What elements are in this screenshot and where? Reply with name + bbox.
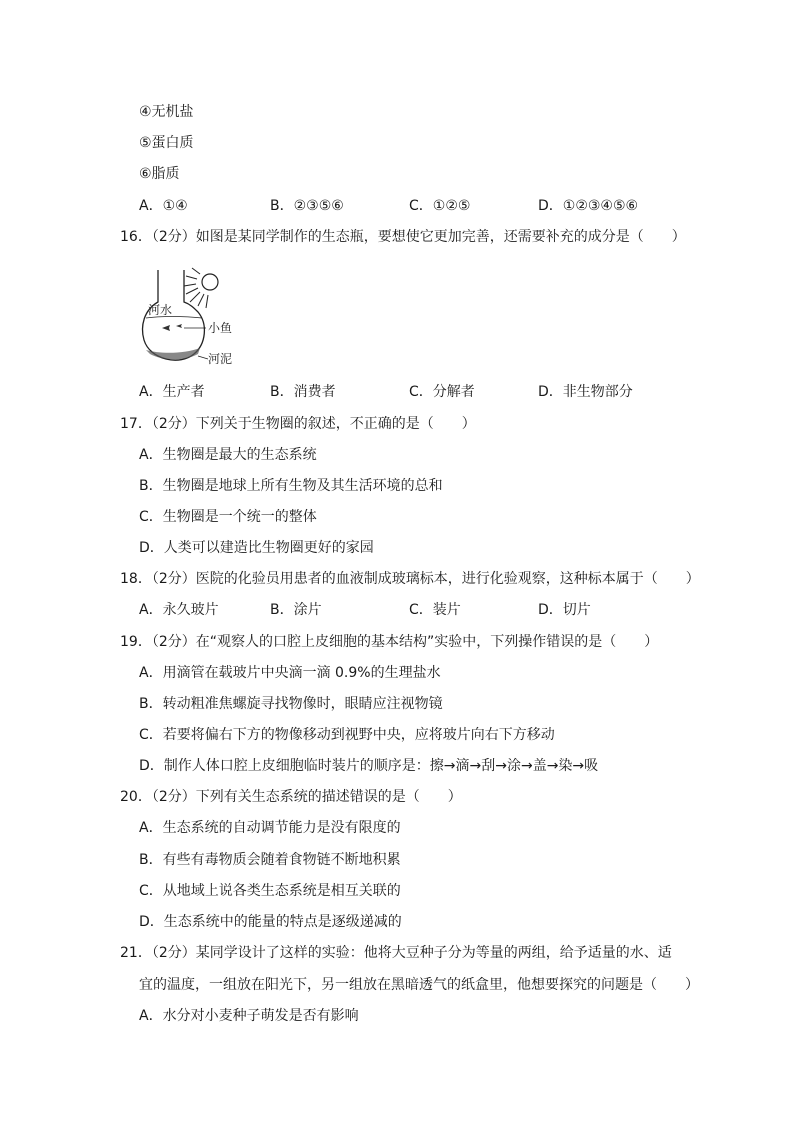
q16-choice-c: C．分解者: [409, 384, 475, 400]
q17-choice-b: B．生物圈是地球上所有生物及其生活环境的总和: [139, 478, 443, 494]
option-4: ④无机盐: [139, 104, 194, 120]
q15-choice-a: A．①④: [139, 198, 188, 214]
q18-choice-a: A．永久玻片: [139, 602, 219, 618]
fish-icon: [162, 324, 182, 331]
q20-stem: 20．（2分）下列有关生态系统的描述错误的是（ ）: [120, 789, 462, 805]
label-small-fish: 小鱼: [208, 321, 233, 335]
label-river-mud: 河泥: [208, 352, 233, 366]
q18-choice-c: C．装片: [409, 602, 461, 618]
q21-stem-line2: 宜的温度，一组放在阳光下，另一组放在黑暗透气的纸盒里，他想要探究的问题是（ ）: [139, 977, 699, 993]
q20-choice-d: D．生态系统中的能量的特点是逐级递减的: [139, 914, 402, 930]
q19-choice-a: A．用滴管在载玻片中央滴一滴 0.9%的生理盐水: [139, 665, 441, 681]
q17-choice-c: C．生物圈是一个统一的整体: [139, 509, 317, 525]
q15-choice-d: D．①②③④⑤⑥: [538, 198, 639, 214]
q21-choice-a: A．水分对小麦种子萌发是否有影响: [139, 1008, 359, 1024]
q20-choice-c: C．从地域上说各类生态系统是相互关联的: [139, 883, 401, 899]
q18-stem: 18．（2分）医院的化验员用患者的血液制成玻璃标本，进行化验观察，这种标本属于（ ）: [120, 571, 700, 587]
label-river-water: 河水: [148, 303, 173, 317]
option-6: ⑥脂质: [139, 166, 180, 182]
q16-choice-a: A．生产者: [139, 384, 205, 400]
q19-stem: 19．（2分）在“观察人的口腔上皮细胞的基本结构”实验中，下列操作错误的是（ ）: [120, 634, 659, 650]
q16-choice-d: D．非生物部分: [538, 384, 633, 400]
q17-choice-d: D．人类可以建造比生物圈更好的家园: [139, 540, 374, 556]
option-5: ⑤蛋白质: [139, 135, 194, 151]
q20-choice-b: B．有些有毒物质会随着食物链不断地积累: [139, 852, 401, 868]
sun-icon: [184, 268, 218, 308]
q16-choice-b: B．消费者: [270, 384, 336, 400]
q19-choice-c: C．若要将偏右下方的物像移动到视野中央，应将玻片向右下方移动: [139, 727, 555, 743]
q15-choice-b: B．②③⑤⑥: [270, 198, 344, 214]
q20-choice-a: A．生态系统的自动调节能力是没有限度的: [139, 820, 401, 836]
eco-bottle-figure: [140, 262, 260, 372]
q17-choice-a: A．生物圈是最大的生态系统: [139, 447, 317, 463]
q16-stem: 16．（2分）如图是某同学制作的生态瓶，要想使它更加完善，还需要补充的成分是（ ）: [120, 229, 686, 245]
q15-choice-c: C．①②⑤: [409, 198, 471, 214]
q18-choice-b: B．涂片: [270, 602, 322, 618]
q18-choice-d: D．切片: [538, 602, 591, 618]
q19-choice-d: D．制作人体口腔上皮细胞临时装片的顺序是：擦→滴→刮→涂→盖→染→吸: [139, 758, 599, 774]
mud-pointer: [198, 356, 208, 359]
q19-choice-b: B．转动粗准焦螺旋寻找物像时，眼睛应注视物镜: [139, 696, 443, 712]
q17-stem: 17．（2分）下列关于生物圈的叙述，不正确的是（ ）: [120, 416, 476, 432]
q21-stem-line1: 21．（2分）某同学设计了这样的实验：他将大豆种子分为等量的两组，给予适量的水、适: [120, 945, 672, 961]
